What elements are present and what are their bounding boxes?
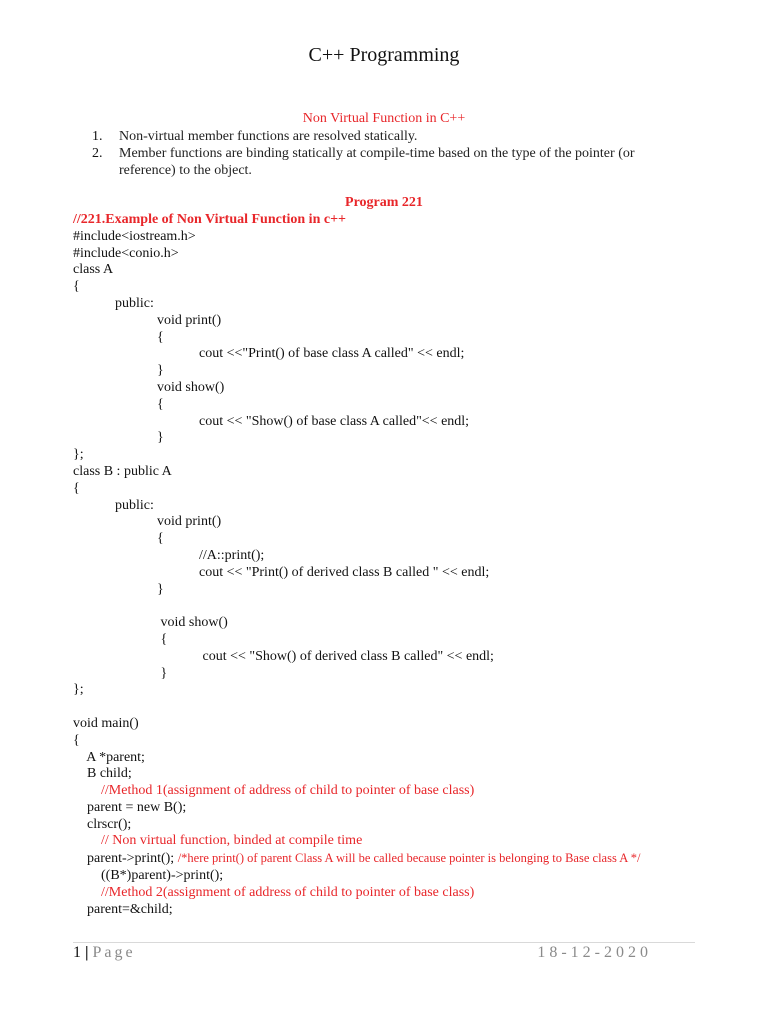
- code-line: A *parent;: [73, 749, 145, 765]
- code-line: class B : public A: [73, 463, 172, 479]
- code-comment: // Non virtual function, binded at compile time: [73, 833, 363, 849]
- code-comment: //Method 2(assignment of address of child to pointer of base class): [73, 884, 475, 900]
- list-text: Non-virtual member functions are resolved statically.: [119, 129, 418, 144]
- code-line: };: [73, 682, 84, 698]
- code-line: {: [73, 279, 80, 295]
- page-number: 1: [73, 944, 81, 961]
- code-line: void print(): [73, 312, 222, 328]
- page-separator: |: [85, 944, 89, 961]
- document-title: C++ Programming: [308, 44, 460, 66]
- code-line: parent = new B();: [73, 799, 187, 815]
- code-line: cout <<"Print() of base class A called" << endl;: [73, 346, 465, 362]
- code-comment: //Method 1(assignment of address of child to pointer of base class): [73, 783, 475, 799]
- code-block: [73, 212, 713, 918]
- code-line: cout << "Print() of derived class B called " << endl;: [73, 564, 490, 580]
- code-line: parent=&child;: [73, 901, 173, 917]
- list-item: [92, 145, 692, 179]
- code-line: public:: [73, 497, 154, 513]
- code-line: }: [73, 430, 164, 446]
- code-line: cout << "Show() of base class A called"<< endl;: [73, 413, 470, 429]
- code-line: B child;: [73, 766, 132, 782]
- code-line: {: [73, 531, 164, 547]
- code-line: [73, 699, 713, 716]
- code-line: void main(): [73, 715, 139, 731]
- code-line: cout << "Show() of derived class B called" << endl;: [73, 648, 494, 664]
- code-line: {: [73, 480, 80, 496]
- code-line: void show(): [73, 615, 228, 631]
- page-label: Page: [92, 944, 136, 961]
- footer-page: [73, 944, 136, 962]
- program-title: Program 221: [345, 195, 423, 210]
- footer-date: 18-12-2020: [537, 944, 652, 961]
- code-line: {: [73, 631, 168, 647]
- list-item: [92, 128, 692, 145]
- list-text: Member functions are binding statically at compile-time based on the type of the pointer (or reference) to the object.: [119, 146, 635, 178]
- code-line: {: [73, 396, 164, 412]
- code-line: {: [73, 329, 164, 345]
- code-line: //A::print();: [73, 547, 265, 563]
- code-line: void print(): [73, 514, 222, 530]
- code-line-with-comment: [73, 850, 713, 868]
- code-line: public:: [73, 295, 154, 311]
- code-line: void show(): [73, 379, 225, 395]
- section-title: Non Virtual Function in C++: [302, 111, 466, 126]
- list-number: 1.: [92, 129, 103, 144]
- code-inline-comment: /*here print() of parent Class A will be called because pointer is belonging to Base class A */: [177, 851, 641, 866]
- footer-divider: [73, 942, 695, 943]
- code-line: #include<conio.h>: [73, 245, 179, 261]
- code-line: ((B*)parent)->print();: [73, 868, 224, 884]
- code-line: class A: [73, 262, 114, 278]
- list-number: 2.: [92, 146, 103, 161]
- code-comment-heading: //221.Example of Non Virtual Function in c++: [73, 212, 347, 227]
- code-line: }: [73, 665, 168, 681]
- code-line: }: [73, 581, 164, 597]
- code-line: clrscr();: [73, 816, 132, 832]
- code-line: {: [73, 732, 80, 748]
- code-line: };: [73, 447, 84, 463]
- code-line: [73, 598, 713, 615]
- code-line: }: [73, 363, 164, 379]
- code-line: #include<iostream.h>: [73, 228, 196, 244]
- points-list: [92, 128, 692, 179]
- code-statement: parent->print();: [73, 851, 178, 867]
